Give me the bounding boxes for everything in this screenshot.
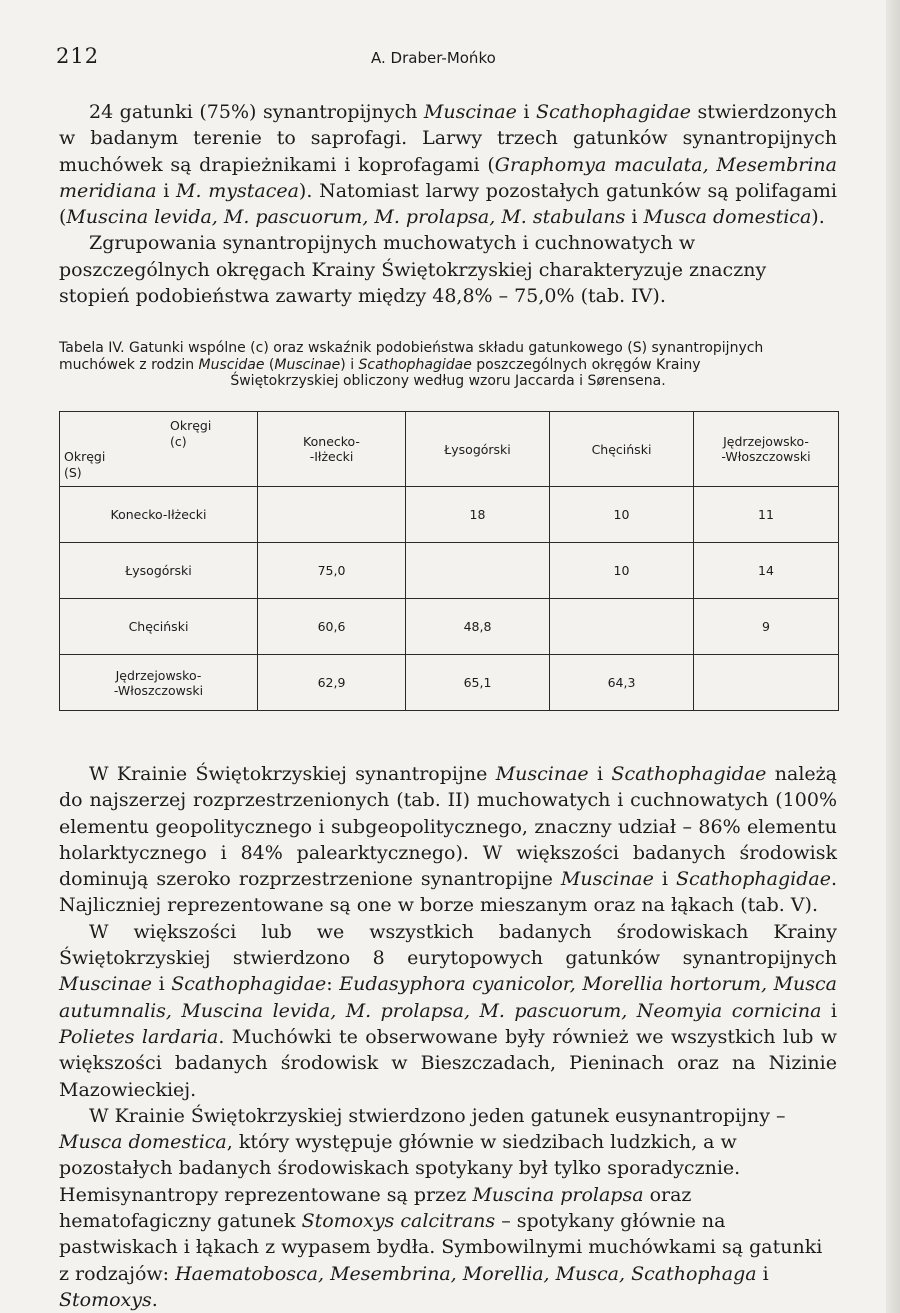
- paragraph: [59, 230, 837, 309]
- row-header: Jędrzejowsko- -Włoszczowski: [60, 655, 258, 711]
- text-run: i: [151, 973, 172, 996]
- table-cell: 9: [694, 599, 839, 655]
- text-run: i: [756, 1262, 769, 1285]
- caption-line-3: Świętokrzyskiej obliczony według wzoru Jaccarda i Sørensena.: [230, 373, 666, 389]
- paragraph: [59, 761, 837, 919]
- table-cell: 18: [406, 487, 550, 543]
- italic-term: Eudasyphora cyanicolor, Morellia hortorum, Musca autumnalis, Muscina levida, M. prolapsa, M. pascuorum, Neomyia cornicina: [59, 973, 838, 1022]
- body-text-bottom: [59, 761, 837, 1313]
- table-row: [60, 487, 839, 543]
- text-run: ) i: [340, 356, 359, 373]
- text-run: (: [264, 356, 275, 373]
- italic-term: Muscinae: [59, 973, 152, 996]
- table-cell: [694, 655, 839, 711]
- table-header-row: [60, 412, 839, 487]
- table-cell: 65,1: [406, 655, 550, 711]
- italic-term: Haematobosca, Mesembrina, Morellia, Musca, Scathophaga: [175, 1262, 757, 1285]
- table-cell: 75,0: [258, 543, 406, 599]
- column-header: Chęciński: [550, 412, 694, 487]
- paragraph: [59, 99, 837, 230]
- italic-term: Musca domestica: [59, 1131, 227, 1154]
- table-corner-cell: [60, 412, 258, 487]
- italic-term: Muscidae: [198, 356, 265, 373]
- table-cell: 60,6: [258, 599, 406, 655]
- text-run: stwierdzonych w badanym terenie to saprofagi. Larwy trzech gatunków synantropijnych muchówek są drapieżnikami i koprofagami (: [59, 101, 837, 176]
- italic-term: Muscinae: [274, 356, 341, 373]
- caption-line-1: Tabela IV. Gatunki wspólne (c) oraz wskaźnik podobieństwa składu gatunkowego (S) synantropijnych: [59, 340, 764, 356]
- italic-term: Scathophagidae: [611, 763, 767, 785]
- text-run: Zgrupowania synantropijnych muchowatych i cuchnowatych w poszczególnych okręgach Krainy Świętokrzyskiej charakteryzuje znaczny stopień podobieństwa zawarty między 48,8% – 75,0% (tab. IV).: [59, 232, 767, 308]
- paragraph: [59, 919, 837, 1103]
- text-run: 24 gatunki (75%) synantropijnych: [89, 101, 424, 123]
- italic-term: Scathophagidae: [171, 973, 327, 996]
- column-header: Jędrzejowsko- -Włoszczowski: [694, 412, 839, 487]
- text-run: oraz hematofagiczny gatunek: [59, 1183, 692, 1233]
- text-run: i: [156, 179, 177, 202]
- italic-term: Muscinae: [560, 868, 654, 891]
- text-run: i: [653, 868, 676, 891]
- italic-term: Scathophagidae: [358, 356, 472, 373]
- table-row: [60, 655, 839, 711]
- similarity-table: [59, 411, 839, 711]
- page-header: [56, 44, 856, 74]
- text-run: i: [516, 101, 536, 123]
- table-row: [60, 543, 839, 599]
- table-cell: 10: [550, 543, 694, 599]
- italic-term: M. mystacea: [176, 179, 299, 202]
- corner-label-s: Okręgi (S): [64, 449, 106, 480]
- italic-term: Stomoxys calcitrans: [301, 1210, 496, 1233]
- table-cell: 10: [550, 487, 694, 543]
- table-cell: [406, 543, 550, 599]
- text-run: i: [588, 763, 612, 785]
- table-cell: 64,3: [550, 655, 694, 711]
- italic-term: Musca domestica: [643, 206, 812, 229]
- italic-term: Stomoxys: [59, 1288, 152, 1311]
- text-run: ).: [811, 206, 825, 229]
- body-text-top: [59, 99, 837, 309]
- text-run: , który występuje głównie w siedzibach ludzkich, a w pozostałych badanych środowiskach spotykany był tylko sporadycznie. Hemisynantropy reprezentowane są przez: [59, 1131, 741, 1206]
- running-author: A. Draber-Mońko: [371, 49, 496, 67]
- paragraph: [59, 1103, 837, 1313]
- table-caption: [59, 340, 837, 390]
- text-run: . Najliczniej reprezentowane są one w borze mieszanym oraz na łąkach (tab. V).: [59, 868, 837, 917]
- text-run: . Muchówki te obserwowane były również we wszystkich lub w większości badanych środowisk w Bieszczadach, Pieninach oraz na Nizinie Mazowieckiej.: [59, 1025, 837, 1101]
- caption-line-2: [59, 357, 837, 374]
- text-run: :: [326, 973, 340, 996]
- italic-term: Polietes lardaria: [59, 1025, 219, 1048]
- text-run: muchówek z rodzin: [59, 356, 199, 373]
- table-row: [60, 599, 839, 655]
- text-run: W Krainie Świętokrzyskiej synantropijne: [89, 763, 496, 785]
- italic-term: Scathophagidae: [675, 868, 831, 891]
- page-number: 212: [56, 44, 100, 68]
- page-edge-shadow: [886, 0, 900, 1313]
- table-cell: 62,9: [258, 655, 406, 711]
- italic-term: Muscina levida, M. pascuorum, M. prolapsa, M. stabulans: [66, 206, 626, 229]
- row-header: Łysogórski: [60, 543, 258, 599]
- row-header: Chęciński: [60, 599, 258, 655]
- text-run: należą do najszerzej rozprzestrzenionych (tab. II) muchowatych i cuchnowatych (100% elementu geopolitycznego i subgeopolitycznego, znaczny udział – 86% elementu holarktycznego i 84% palearktycznego). W większości badanych środowisk dominują szeroko rozprzestrzenione synantropijne: [59, 763, 837, 891]
- table-cell: 11: [694, 487, 839, 543]
- italic-term: Scathophagidae: [535, 101, 691, 123]
- italic-term: Graphomya maculata, Mesembrina meridiana: [59, 153, 838, 202]
- text-run: – spotykany głównie na pastwiskach i łąkach z wypasem bydła. Symbowilnymi muchówkami są gatunki z rodzajów:: [59, 1210, 823, 1285]
- italic-term: Muscinae: [423, 101, 517, 123]
- table-cell: [550, 599, 694, 655]
- text-run: i: [821, 999, 837, 1022]
- table-cell: [258, 487, 406, 543]
- text-run: ). Natomiast larwy pozostałych gatunków są polifagami (: [59, 179, 838, 229]
- corner-label-c: Okręgi (c): [170, 418, 212, 449]
- text-run: W większości lub we wszystkich badanych środowiskach Krainy Świętokrzyskiej stwierdzono 8 eurytopowych gatunków synantropijnych: [59, 920, 837, 970]
- table-cell: 48,8: [406, 599, 550, 655]
- italic-term: Muscinae: [495, 763, 589, 785]
- text-run: i: [625, 206, 644, 229]
- text-run: poszczególnych okręgów Krainy: [471, 356, 701, 373]
- text-run: W Krainie Świętokrzyskiej stwierdzono jeden gatunek eusynantropijny –: [89, 1104, 786, 1127]
- column-header: Konecko- -Iłżecki: [258, 412, 406, 487]
- italic-term: Muscina prolapsa: [472, 1183, 644, 1206]
- row-header: Konecko-Iłżecki: [60, 487, 258, 543]
- column-header: Łysogórski: [406, 412, 550, 487]
- text-run: .: [151, 1288, 158, 1311]
- table-cell: 14: [694, 543, 839, 599]
